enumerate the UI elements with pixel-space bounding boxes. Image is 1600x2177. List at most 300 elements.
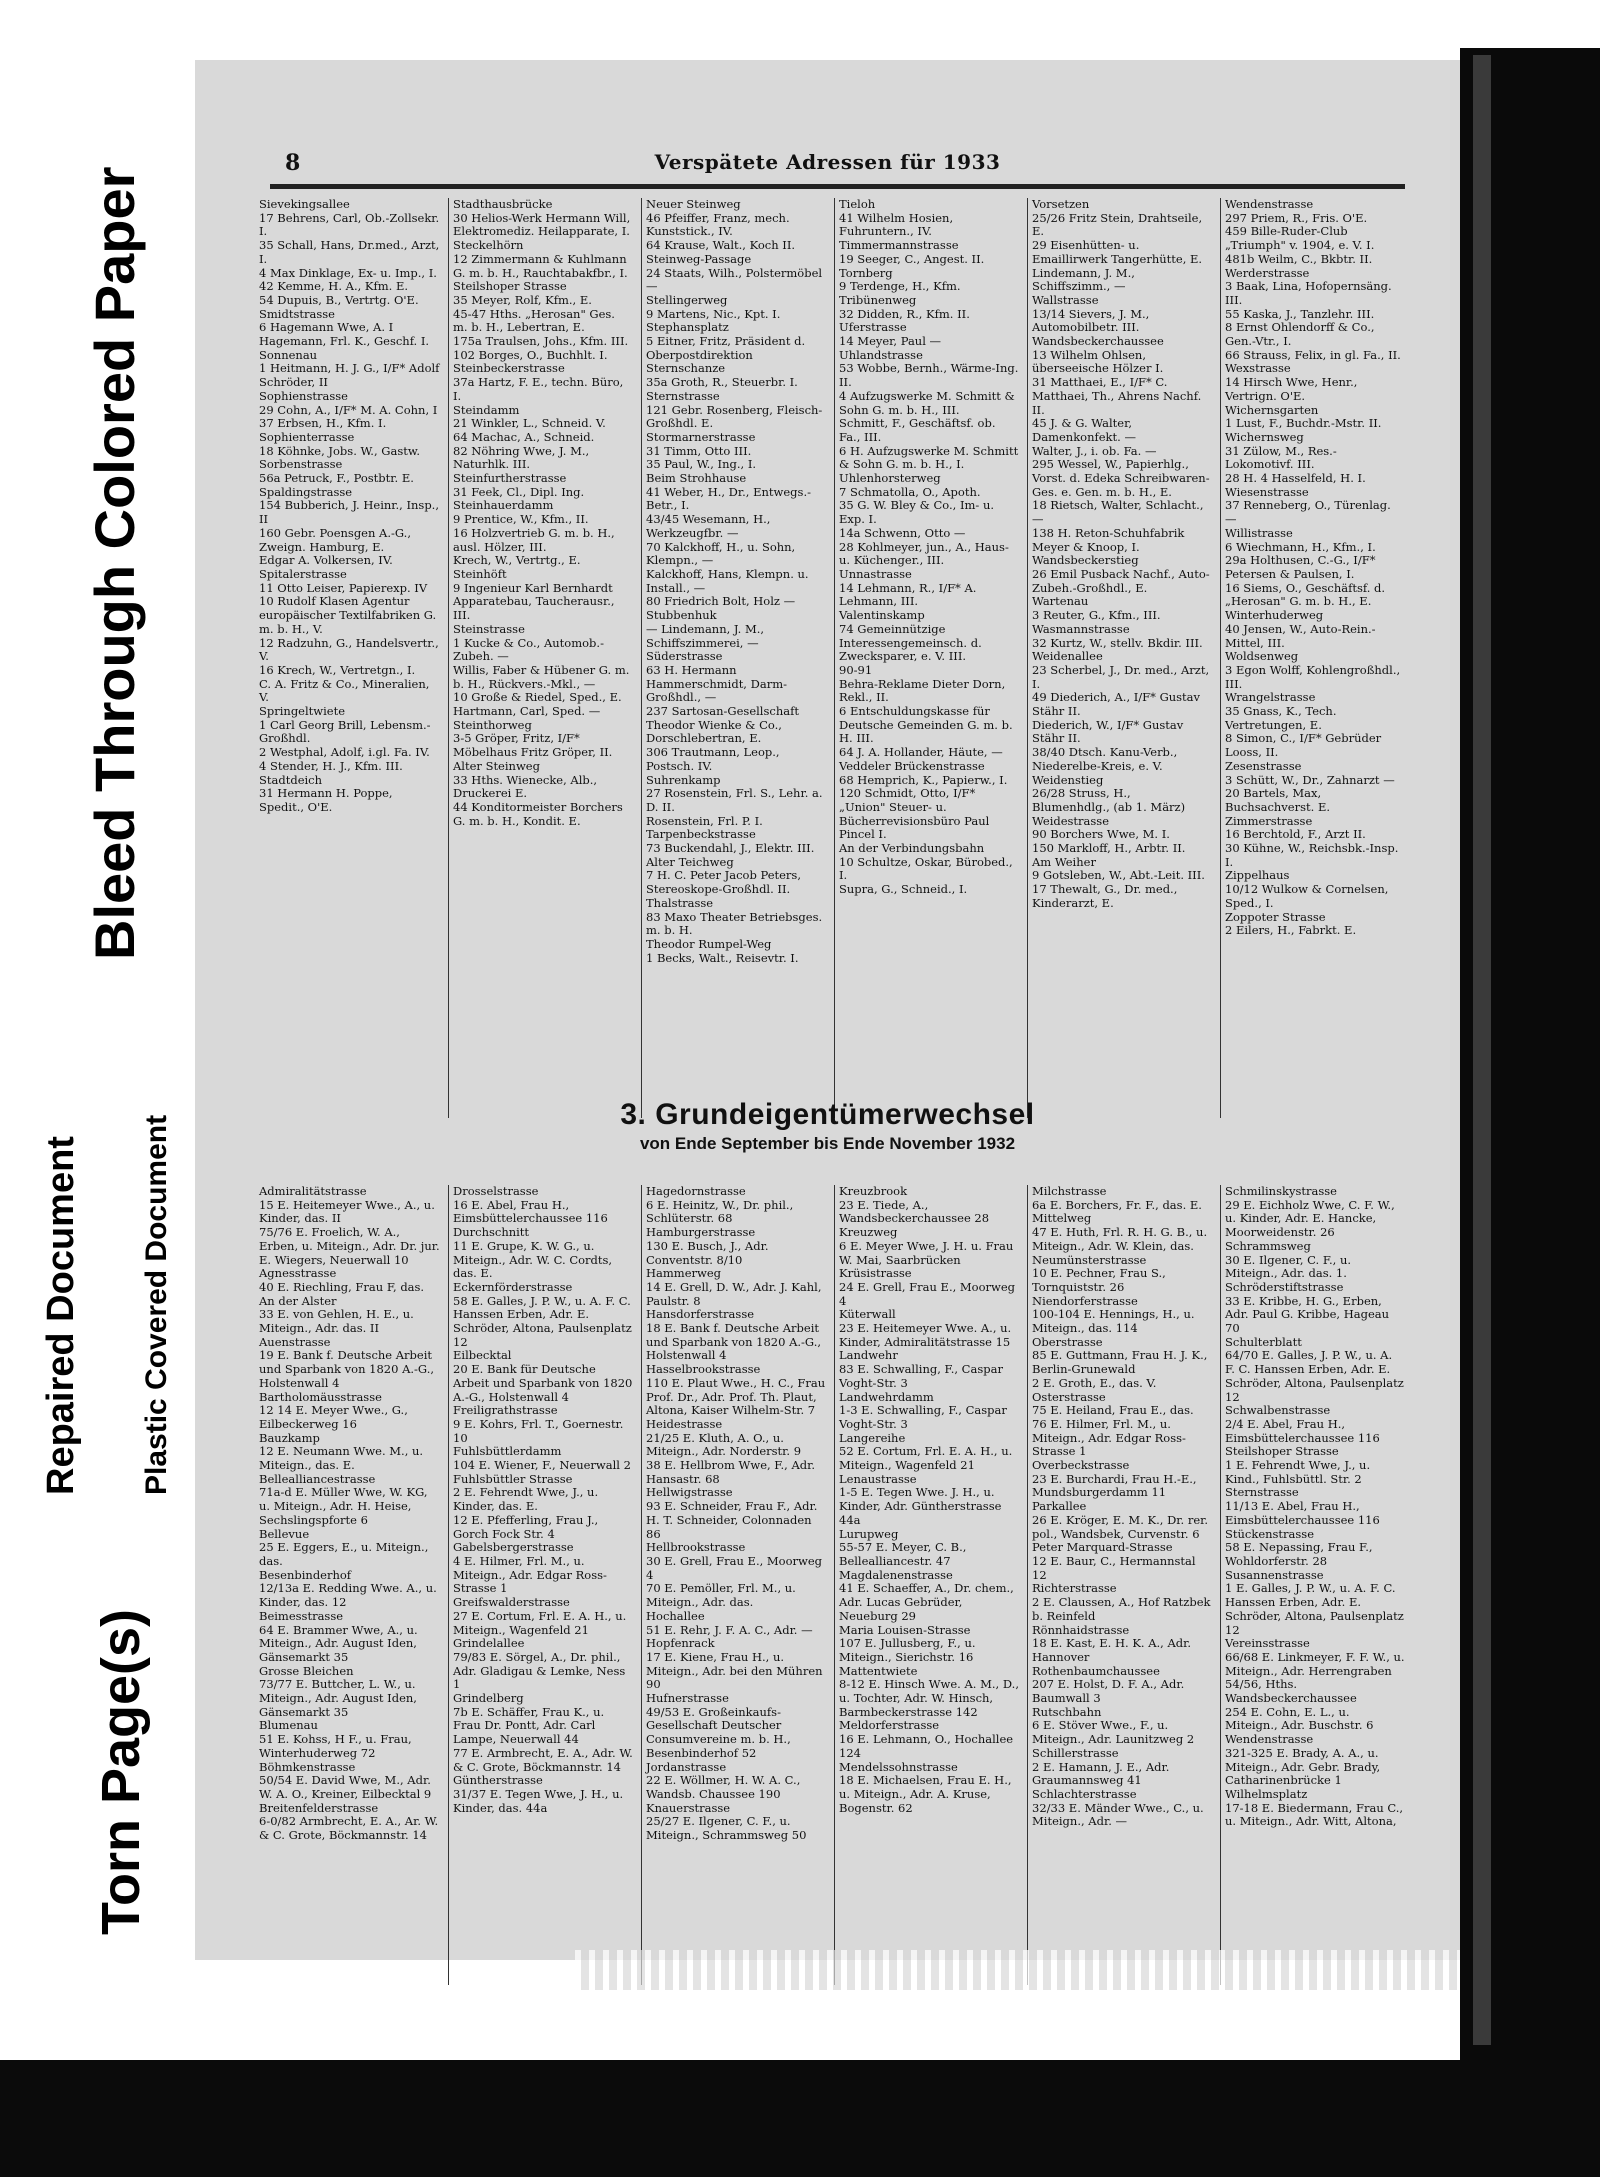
- directory-entry: 53 Wobbe, Bernh., Wärme-Ing. II.: [839, 361, 1023, 390]
- directory-entry: 14 Meyer, Paul —: [839, 334, 942, 349]
- directory-entry: 306 Trautmann, Leop., Postsch. IV.: [646, 745, 784, 773]
- directory-entry: 40 Jensen, W., Auto-Rein.-Mittel, III.: [1225, 621, 1376, 650]
- directory-entry: 9 E. Kohrs, Frl. T., Goernestr. 10: [453, 1416, 628, 1445]
- directory-entry: Uferstrasse: [839, 320, 907, 335]
- directory-entry: 207 E. Holst, D. F. A., Adr. Baumwall 3: [1032, 1677, 1188, 1706]
- directory-entry: 80 Friedrich Bolt, Holz —: [646, 594, 796, 609]
- directory-entry: 49/53 E. Großeinkaufs-Gesellschaft Deutscher Consumvereine m. b. H., Besenbinderhof 52: [646, 1704, 795, 1760]
- directory-entry: 76 E. Hilmer, Frl. M., u. Miteign., Adr. Edgar Ross-Strasse 1: [1032, 1416, 1186, 1459]
- directory-entry: Knauerstrasse: [646, 1800, 731, 1815]
- directory-entry: Weidestrasse: [1032, 813, 1110, 828]
- directory-entry: Steinfurtherstrasse: [453, 471, 567, 486]
- directory-entry: Breitenfelderstrasse: [259, 1800, 379, 1815]
- directory-entry: Fuhlsbüttler Strasse: [453, 1471, 573, 1486]
- directory-entry: Jordanstrasse: [646, 1759, 727, 1774]
- directory-entry: Suhrenkamp: [646, 772, 721, 787]
- directory-column: [1220, 1184, 1409, 1985]
- directory-entry: 18 E. Bank f. Deutsche Arbeit und Sparbank von 1820 A.-G., Holstenwall 4: [646, 1321, 825, 1363]
- directory-entry: 7b E. Schäffer, Frau K., u. Frau Dr. Pontt, Adr. Carl Lampe, Neuerwall 44: [453, 1704, 608, 1747]
- directory-entry: Schrammsweg: [1225, 1238, 1311, 1253]
- plastic-covered-label: Plastic Covered Document: [140, 1114, 173, 1495]
- directory-entry: 21/25 E. Kluth, A. O., u. Miteign., Adr. Norderstr. 9: [646, 1430, 802, 1459]
- directory-entry: Stadthausbrücke: [453, 197, 553, 211]
- directory-entry: Valentinskamp: [839, 608, 925, 623]
- directory-entry: Wartenau: [1032, 594, 1089, 609]
- directory-entry: 154 Bubberich, J. Heinr., Insp., II: [259, 498, 443, 527]
- directory-entry: Hansdorferstrasse: [646, 1307, 755, 1322]
- directory-entry: 29a Holthusen, C.-G., I/F* Petersen & Paulsen, I.: [1225, 553, 1380, 581]
- directory-entry: 16 Holzvertrieb G. m. b. H., ausl. Hölzer, III.: [453, 525, 619, 554]
- directory-entry: 10 Rudolf Klasen Agentur europäischer Textilfabriken G. m. b. H., V.: [259, 594, 440, 636]
- directory-entry: Lindemann, J. M., Schiffszimm., —: [1032, 265, 1139, 294]
- directory-entry: 58 E. Nepassing, Frau F., Wohldorferstr. 28: [1225, 1540, 1377, 1568]
- page-title: Verspätete Adressen für 1933: [654, 150, 1001, 174]
- directory-entry: 13/14 Sievers, J. M., Automobilbetr. III.: [1032, 306, 1153, 335]
- directory-entry: Stellingerweg: [646, 292, 728, 307]
- directory-entry: 14 Lehmann, R., I/F* A. Lehmann, III.: [839, 580, 981, 609]
- scan-top-margin: [0, 0, 1600, 55]
- directory-entry: 12 Zimmermann & Kuhlmann G. m. b. H., Rauchtabakfbr., I.: [453, 251, 631, 280]
- directory-entry: 66 Strauss, Felix, in gl. Fa., II.: [1225, 347, 1401, 362]
- directory-entry: 8 Ernst Ohlendorff & Co., Gen.-Vtr., I.: [1225, 320, 1379, 349]
- directory-entry: Agnesstrasse: [259, 1266, 337, 1281]
- directory-entry: 1 Heitmann, H. J. G., I/F* Adolf Schröder, II: [259, 361, 444, 390]
- directory-entry: Niendorferstrasse: [1032, 1293, 1138, 1308]
- directory-entry: 12 14 E. Meyer Wwe., G., Eilbeckerweg 16: [259, 1403, 412, 1431]
- torn-pages-label: Torn Page(s): [91, 1608, 151, 1935]
- directory-entry: 52 E. Cortum, Frl. E. A. H., u. Miteign., Wagenfeld 21: [839, 1444, 1016, 1473]
- directory-entry: Stückenstrasse: [1225, 1526, 1315, 1541]
- directory-entry: Steinstrasse: [453, 621, 525, 636]
- directory-entry: 64 J. A. Hollander, Häute, —: [839, 745, 1003, 760]
- directory-entry: Theodor Rumpel-Weg: [646, 936, 772, 951]
- directory-entry: Smidtstrasse: [259, 306, 335, 321]
- directory-entry: Alter Teichweg: [646, 854, 734, 869]
- directory-entry: Wilhelmsplatz: [1225, 1786, 1308, 1801]
- directory-entry: 32 Didden, R., Kfm. II.: [839, 306, 970, 321]
- directory-entry: 24 E. Grell, Frau E., Moorweg 4: [839, 1279, 1019, 1308]
- directory-entry: 55 Kaska, J., Tanzlehr. III.: [1225, 306, 1375, 321]
- directory-entry: 2/4 E. Abel, Frau H., Eimsbüttelerchaussee 116: [1225, 1416, 1380, 1445]
- scan-bottom-border: [0, 2060, 1600, 2177]
- directory-entry: 7 H. C. Peter Jacob Peters, Stereoskope-Großhdl. II.: [646, 868, 805, 897]
- directory-entry: Bellealliancestrasse: [259, 1471, 376, 1486]
- directory-entry: 41 Weber, H., Dr., Entwegs.-Betr., I.: [646, 484, 811, 513]
- directory-entry: 4 E. Hilmer, Frl. M., u. Miteign., Adr. Edgar Ross-Strasse 1: [453, 1553, 607, 1596]
- directory-entry: Sternstrasse: [646, 388, 720, 403]
- directory-entry: 35 Gnass, K., Tech. Vertretungen, E.: [1225, 704, 1341, 732]
- directory-entry: 23 Scherbel, J., Dr. med., Arzt, I.: [1032, 662, 1213, 691]
- directory-entry: Zesenstrasse: [1225, 758, 1302, 773]
- directory-entry: 321-325 E. Brady, A. A., u. Miteign., Adr. Gebr. Brady, Catharinenbrücke 1: [1225, 1745, 1384, 1788]
- directory-entry: Diederich, W., I/F* Gustav Stähr II.: [1032, 717, 1187, 746]
- directory-entry: 38/40 Dtsch. Kanu-Verb., Niederelbe-Kreis, e. V.: [1032, 745, 1181, 773]
- directory-entry: Rönnhaidstrasse: [1032, 1622, 1130, 1637]
- directory-entry: 20 E. Bank für Deutsche Arbeit und Sparbank von 1820 A.-G., Holstenwall 4: [453, 1362, 637, 1404]
- directory-entry: Overbeckstrasse: [1032, 1458, 1130, 1473]
- directory-entry: Susannenstrasse: [1225, 1567, 1324, 1582]
- directory-entry: Wendenstrasse: [1225, 197, 1314, 211]
- directory-entry: 77 E. Armbrecht, E. A., Adr. W. & C. Grote, Böckmannstr. 14: [453, 1745, 637, 1774]
- directory-entry: Landwehr: [839, 1348, 898, 1363]
- directory-entry: Steckelhörn: [453, 238, 524, 253]
- directory-entry: 31 Matthaei, E., I/F* C. Matthaei, Th., Ahrens Nachf. II.: [1032, 375, 1205, 417]
- directory-entry: 12 E. Neumann Wwe. M., u. Miteign., das. E.: [259, 1444, 427, 1473]
- directory-entry: Stadtdeich: [259, 772, 323, 787]
- directory-entry: Grindelallee: [453, 1636, 525, 1651]
- directory-entry: 1 Kucke & Co., Automob.-Zubeh. —: [453, 635, 604, 664]
- directory-entry: Tribünenweg: [839, 292, 917, 307]
- directory-entry: Wandsbeckerstieg: [1032, 553, 1139, 568]
- page-number: 8: [285, 150, 301, 176]
- directory-entry: Steilshoper Strasse: [453, 279, 567, 294]
- directory-entry: 6 E. Heinitz, W., Dr. phil., Schlüterstr. 68: [646, 1197, 797, 1226]
- directory-entry: Kreuzweg: [839, 1225, 898, 1240]
- directory-entry: Walter, J., i. ob. Fa. —: [1032, 443, 1157, 458]
- directory-entry: 26 E. Kröger, E. M. K., Dr. rer. pol., Wandsbek, Curvenstr. 6: [1032, 1512, 1212, 1541]
- directory-entry: Zippelhaus: [1225, 868, 1290, 883]
- directory-entry: Schillerstrasse: [1032, 1745, 1119, 1760]
- directory-entry: Rothenbaumchaussee: [1032, 1663, 1160, 1678]
- directory-entry: Kreuzbrook: [839, 1184, 908, 1198]
- directory-entry: 6 Hagemann Wwe, A. I: [259, 320, 394, 335]
- directory-entry: Neuer Steinweg: [646, 197, 741, 211]
- directory-entry: 9 Prentice, W., Kfm., II.: [453, 512, 589, 527]
- directory-column: [834, 197, 1023, 1118]
- directory-entry: Hellbrookstrasse: [646, 1540, 746, 1555]
- directory-entry: Auenstrasse: [259, 1334, 331, 1349]
- directory-entry: Lenaustrasse: [839, 1471, 917, 1486]
- directory-entry: Wasmannstrasse: [1032, 621, 1130, 636]
- directory-entry: 32 Kurtz, W., stellv. Bkdir. III.: [1032, 635, 1203, 650]
- directory-entry: 10/12 Wulkow & Cornelsen, Sped., I.: [1225, 882, 1393, 910]
- directory-entry: 30 E. Ilgener, C. F., u. Miteign., Adr. das. 1.: [1225, 1252, 1355, 1281]
- directory-entry: 32/33 E. Mänder Wwe., C., u. Miteign., Adr. —: [1032, 1800, 1208, 1829]
- directory-entry: Uhlenhorsterweg: [839, 471, 941, 486]
- section-heading: 3. Grundeigentümerwechsel: [620, 1098, 1035, 1131]
- directory-entry: 12 E. Pfefferling, Frau J., Gorch Fock Str. 4: [453, 1512, 602, 1541]
- directory-entry: Edgar A. Volkersen, IV.: [259, 553, 393, 568]
- directory-entry: Spaldingstrasse: [259, 484, 353, 499]
- directory-entry: An der Verbindungsbahn: [839, 841, 985, 856]
- directory-entry: 4 Aufzugswerke M. Schmitt & Sohn G. m. b. H., III.: [839, 388, 1019, 417]
- directory-entry: 2 E. Groth, E., das. V.: [1032, 1375, 1157, 1390]
- directory-entry: 85 E. Guttmann, Frau H. J. K., Berlin-Grunewald: [1032, 1348, 1212, 1377]
- directory-entry: Hellwigstrasse: [646, 1485, 733, 1500]
- directory-entry: Freiligrathstrasse: [453, 1403, 558, 1418]
- directory-entry: Wichernsgarten: [1225, 402, 1319, 417]
- directory-entry: Kalckhoff, Hans, Klempn. u. Install., —: [646, 566, 813, 595]
- directory-entry: 26 Emil Pusback Nachf., Auto-Zubeh.-Großhdl., E.: [1032, 566, 1210, 595]
- directory-entry: 3 Baak, Lina, Hofopernsäng. III.: [1225, 279, 1396, 307]
- directory-entry: 6 H. Aufzugswerke M. Schmitt & Sohn G. m. b. H., I.: [839, 443, 1022, 472]
- directory-entry: 55-57 E. Meyer, C. B., Bellealliancestr. 47: [839, 1540, 971, 1568]
- directory-entry: 30 E. Grell, Frau E., Moorweg 4: [646, 1553, 826, 1582]
- directory-entry: Rutschbahn: [1032, 1704, 1102, 1719]
- directory-entry: 297 Priem, R., Fris. O'E.: [1225, 210, 1368, 225]
- repaired-document-label: Repaired Document: [40, 1136, 82, 1495]
- directory-entry: 16 Krech, W., Vertretgn., I.: [259, 662, 416, 677]
- directory-entry: 130 E. Busch, J., Adr. Conventstr. 8/10: [646, 1238, 773, 1267]
- directory-entry: 29 Cohn, A., I/F* M. A. Cohn, I: [259, 402, 438, 417]
- directory-entry: Eilbecktal: [453, 1348, 512, 1363]
- directory-entry: Peter Marquard-Strasse: [1032, 1540, 1173, 1555]
- directory-entry: 25/27 E. Ilgener, C. F., u. Miteign., Schrammsweg 50: [646, 1814, 807, 1843]
- directory-entry: Tarpenbeckstrasse: [646, 827, 756, 842]
- directory-entry: 17 E. Kiene, Frau H., u. Miteign., Adr. bei den Mühren 90: [646, 1649, 827, 1692]
- directory-entry: 254 E. Cohn, E. L., u. Miteign., Adr. Buschstr. 6: [1225, 1704, 1374, 1733]
- directory-entry: Wiesenstrasse: [1225, 484, 1309, 499]
- directory-entry: Sophienstrasse: [259, 388, 348, 403]
- directory-entry: 27 E. Cortum, Frl. E. A. H., u. Miteign., Wagenfeld 21: [453, 1608, 630, 1637]
- directory-entry: Heidestrasse: [646, 1416, 723, 1431]
- directory-entry: 83 Maxo Theater Betriebsges. m. b. H.: [646, 909, 826, 938]
- directory-entry: 73 Buckendahl, J., Elektr. III.: [646, 841, 815, 856]
- directory-entry: Willis, Faber & Hübener G. m. b. H., Rückvers.-Mkl., —: [453, 662, 634, 691]
- directory-entry: 12/13a E. Redding Wwe. A., u. Kinder, das. 12: [259, 1581, 441, 1610]
- directory-entry: 41 E. Schaeffer, A., Dr. chem., Adr. Lucas Gebrüder, Neueburg 29: [839, 1581, 1018, 1623]
- directory-entry: 68 Hemprich, K., Papierw., I.: [839, 772, 1008, 787]
- directory-entry: 83 E. Schwalling, F., Caspar Voght-Str. 3: [839, 1362, 1007, 1390]
- ownership-change-columns: [255, 1184, 1409, 1985]
- directory-entry: 481b Weilm, C., Bkbtr. II.: [1225, 251, 1373, 266]
- directory-entry: Böhmkenstrasse: [259, 1759, 356, 1774]
- directory-entry: 1 Becks, Walt., Reisevtr. I.: [646, 950, 799, 965]
- directory-entry: 74 Gemeinnützige Interessengemeinsch. d. Zwecksparer, e. V. III.: [839, 621, 986, 664]
- directory-entry: 23 E. Burchardi, Frau H.-E., Mundsburgerdamm 11: [1032, 1471, 1201, 1500]
- directory-entry: 16 E. Lehmann, O., Hochallee 124: [839, 1732, 1017, 1760]
- directory-entry: 44 Konditormeister Borchers G. m. b. H., Kondit. E.: [453, 799, 627, 828]
- directory-entry: Werderstrasse: [1225, 265, 1310, 280]
- directory-entry: 31 Hermann H. Poppe, Spedit., O'E.: [259, 786, 397, 814]
- directory-entry: Sievekingsallee: [259, 197, 350, 211]
- directory-entry: 2 Westphal, Adolf, i.gl. Fa. IV.: [259, 745, 430, 760]
- directory-entry: Eckernförderstrasse: [453, 1279, 573, 1294]
- directory-entry: 8-12 E. Hinsch Wwe. A. M., D., u. Tochter, Adr. W. Hinsch, Barmbeckerstrasse 142: [839, 1677, 1023, 1719]
- directory-entry: Uhlandstrasse: [839, 347, 923, 362]
- directory-entry: Stephansplatz: [646, 320, 729, 335]
- directory-entry: Steinthorweg: [453, 717, 532, 732]
- directory-entry: Wallstrasse: [1032, 292, 1099, 307]
- directory-entry: 64 E. Brammer Wwe, A., u. Miteign., Adr. August Iden, Gänsemarkt 35: [259, 1622, 422, 1664]
- directory-column: [641, 1184, 829, 1985]
- section-subheading: von Ende September bis Ende November 1932: [639, 1134, 1016, 1153]
- directory-entry: 107 E. Jullusberg, F., u. Miteign., Sierichstr. 16: [839, 1636, 980, 1664]
- directory-entry: 2 E. Hamann, J. E., Adr. Graumannsweg 41: [1032, 1759, 1174, 1788]
- directory-entry: 16 Berchtold, F., Arzt II.: [1225, 827, 1366, 842]
- directory-entry: Veddeler Brückenstrasse: [839, 758, 985, 773]
- directory-entry: Thalstrasse: [646, 895, 714, 910]
- directory-entry: Sonnenau: [259, 347, 318, 362]
- directory-entry: 138 H. Reton-Schuhfabrik Meyer & Knoop, I.: [1032, 525, 1189, 554]
- directory-entry: Supra, G., Schneid., I.: [839, 882, 968, 897]
- directory-entry: 54 Dupuis, B., Vertrtg. O'E.: [259, 292, 419, 307]
- directory-entry: 24 Staats, Wilh., Polstermöbel —: [646, 265, 826, 294]
- directory-entry: 14a Schwenn, Otto —: [839, 525, 966, 540]
- directory-entry: Schröderstiftstrasse: [1225, 1279, 1344, 1294]
- directory-entry: 45 J. & G. Walter, Damenkonfekt. —: [1032, 416, 1136, 444]
- directory-entry: Schmitt, F., Geschäftsf. ob. Fa., III.: [839, 416, 1000, 444]
- directory-entry: 121 Gebr. Rosenberg, Fleisch-Großhdl. E.: [646, 402, 823, 431]
- directory-entry: Rosenstein, Frl. P. I.: [646, 813, 763, 828]
- directory-entry: Unnastrasse: [839, 566, 912, 581]
- directory-entry: Landwehrdamm: [839, 1389, 934, 1404]
- directory-entry: 18 E. Michaelsen, Frau E. H., u. Miteign., Adr. A. Kruse, Bogenstr. 62: [839, 1773, 1016, 1815]
- directory-entry: Richterstrasse: [1032, 1581, 1117, 1596]
- directory-entry: Güntherstrasse: [453, 1773, 543, 1788]
- directory-entry: 28 H. 4 Hasselfeld, H. I.: [1225, 471, 1366, 486]
- directory-entry: 6 E. Meyer Wwe, J. H. u. Frau W. Mai, Saarbrücken: [839, 1238, 1017, 1267]
- directory-entry: 13 Wilhelm Ohlsen, überseeische Hölzer I.: [1032, 347, 1164, 376]
- directory-entry: Greifswalderstrasse: [453, 1595, 570, 1610]
- directory-entry: 102 Borges, O., Buchhlt. I.: [453, 347, 608, 362]
- directory-entry: 82 Nöhring Wwe, J. M., Naturhlk. III.: [453, 443, 593, 472]
- directory-entry: 9 Terdenge, H., Kfm.: [839, 279, 961, 294]
- directory-column: [1220, 198, 1405, 1118]
- directory-entry: 9 Ingenieur Karl Bernhardt Apparatebau, Taucherausr., III.: [453, 580, 619, 623]
- directory-entry: Schulterblatt: [1225, 1334, 1302, 1349]
- directory-entry: 56a Petruck, F., Postbtr. E.: [259, 471, 414, 486]
- directory-entry: Schlachterstrasse: [1032, 1786, 1137, 1801]
- directory-entry: Bartholomäusstrasse: [259, 1389, 382, 1404]
- directory-entry: 33 E. von Gehlen, H. E., u. Miteign., Adr. das. II: [259, 1307, 418, 1336]
- directory-entry: Tornberg: [839, 265, 893, 280]
- directory-entry: 29 E. Eichholz Wwe, C. F. W., u. Kinder, Adr. E. Hancke, Moorweidenstr. 26: [1225, 1197, 1399, 1240]
- directory-entry: Hamburgerstrasse: [646, 1225, 756, 1240]
- directory-entry: Steindamm: [453, 402, 520, 417]
- directory-entry: Weidenallee: [1032, 649, 1103, 664]
- directory-entry: 64/70 E. Galles, J. P. W., u. A. F. C. Hanssen Erben, Adr. E. Schröder, Altona, Paulsenplatz 12: [1225, 1348, 1408, 1404]
- directory-entry: Sophienterrasse: [259, 429, 355, 444]
- directory-column: [1027, 1184, 1215, 1985]
- directory-entry: 295 Wessel, W., Papierhlg., Vorst. d. Edeka Schreibwaren-Ges. e. Gen. m. b. H., E.: [1032, 457, 1210, 499]
- directory-entry: Wrangelstrasse: [1225, 690, 1316, 705]
- directory-entry: 10 Schultze, Oskar, Bürobed., I.: [839, 854, 1017, 883]
- directory-entry: 25/26 Fritz Stein, Drahtseile, E.: [1032, 210, 1206, 239]
- directory-entry: An der Alster: [259, 1293, 337, 1308]
- directory-entry: 29 Eisenhütten- u. Emaillirwerk Tangerhütte, E.: [1032, 238, 1203, 266]
- directory-entry: Timmermannstrasse: [839, 238, 959, 253]
- directory-entry: Krech, W., Vertrtg., E.: [453, 553, 581, 568]
- directory-entry: 3 Reuter, G., Kfm., III.: [1032, 608, 1161, 623]
- directory-column: [255, 197, 444, 1118]
- directory-entry: 8 Simon, C., I/F* Gebrüder Looss, II.: [1225, 731, 1385, 760]
- directory-entry: 28 Kohlmeyer, jun., A., Haus- u. Küchenger., III.: [839, 539, 1013, 568]
- directory-entry: 51 E. Rehr, J. F. A. C., Adr. —: [646, 1622, 813, 1637]
- directory-entry: 49 Diederich, A., I/F* Gustav Stähr II.: [1032, 690, 1204, 719]
- directory-entry: 66/68 E. Linkmeyer, F. F. W., u. Miteign., Adr. Herrengraben 54/56, Hths.: [1225, 1649, 1409, 1692]
- directory-entry: 90-91: [839, 662, 873, 677]
- directory-entry: Wandsbeckerchaussee: [1225, 1691, 1357, 1706]
- directory-entry: Spitalerstrasse: [259, 566, 347, 581]
- directory-entry: 90 Borchers Wwe, M. I.: [1032, 827, 1170, 842]
- directory-entry: 58 E. Galles, J. P. W., u. A. F. C. Hanssen Erben, Adr. E. Schröder, Altona, Paulsenplatz 12: [453, 1293, 636, 1349]
- directory-entry: 35a Groth, R., Steuerbr. I.: [646, 375, 798, 390]
- directory-entry: 10 Große & Riedel, Sped., E.: [453, 690, 622, 705]
- directory-entry: 120 Schmidt, Otto, I/F* „Union" Steuer- u. Bücherrevisionsbüro Paul Pincel I.: [839, 786, 993, 842]
- directory-entry: 7 Schmatolla, O., Apoth.: [839, 484, 981, 499]
- directory-entry: 3 Egon Wolff, Kohlengroßhdl., III.: [1225, 662, 1404, 691]
- directory-column: [834, 1184, 1023, 1985]
- directory-entry: Sternstrasse: [1225, 1485, 1299, 1500]
- directory-entry: 11 E. Grupe, K. W. G., u. Miteign., Adr. W. C. Cordts, das. E.: [453, 1238, 616, 1281]
- directory-entry: 1 E. Fehrendt Wwe, J., u. Kind., Fuhlsbüttl. Str. 2: [1225, 1458, 1374, 1486]
- directory-entry: 6a E. Borchers, Fr. F., das. E.: [1032, 1197, 1202, 1212]
- directory-entry: 35 Paul, W., Ing., I.: [646, 457, 757, 472]
- directory-entry: Am Weiher: [1032, 854, 1096, 869]
- directory-entry: — Lindemann, J. M., Schiffszimmerei, —: [646, 621, 768, 650]
- directory-entry: 15 E. Heitemeyer Wwe., A., u. Kinder, das. II: [259, 1197, 439, 1226]
- directory-entry: 1-5 E. Tegen Wwe. J. H., u. Kinder, Adr. Güntherstrasse 44a: [839, 1485, 1006, 1527]
- bleed-through-label: Bleed Through Colored Paper: [83, 166, 146, 960]
- directory-entry: 17-18 E. Biedermann, Frau C., u. Miteign., Adr. Witt, Altona,: [1225, 1800, 1407, 1829]
- directory-entry: Neumünsterstrasse: [1032, 1252, 1147, 1267]
- directory-entry: 160 Gebr. Poensgen A.-G., Zweign. Hamburg, E.: [259, 525, 415, 554]
- directory-entry: 30 Kühne, W., Reichsbk.-Insp. I.: [1225, 841, 1403, 869]
- directory-entry: 21 Winkler, L., Schneid. V.: [453, 416, 606, 431]
- scan-right-strip: [1473, 55, 1491, 2045]
- directory-entry: 459 Bille-Ruder-Club „Triumph" v. 1904, e. V. I.: [1225, 224, 1375, 253]
- directory-entry: 25 E. Eggers, E., u. Miteign., das.: [259, 1540, 433, 1568]
- directory-entry: Vorsetzen: [1032, 197, 1090, 211]
- directory-entry: Hufnerstrasse: [646, 1691, 729, 1706]
- directory-entry: Steinbeckerstrasse: [453, 361, 565, 376]
- directory-entry: 38 E. Hellbrom Wwe, F., Adr. Hansastr. 68: [646, 1458, 819, 1486]
- directory-entry: Beim Strohhause: [646, 471, 747, 486]
- directory-entry: 73/77 E. Buttcher, L. W., u. Miteign., Adr. August Iden, Gänsemarkt 35: [259, 1677, 421, 1719]
- directory-entry: 35 Schall, Hans, Dr.med., Arzt, I.: [259, 238, 443, 266]
- directory-entry: 70 Kalckhoff, H., u. Sohn, Klempn., —: [646, 539, 799, 568]
- torn-edge: [575, 1950, 1495, 1990]
- late-addresses-columns: [255, 198, 1405, 1118]
- directory-entry: 14 E. Grell, D. W., Adr. J. Kahl, Paulstr. 8: [646, 1279, 826, 1308]
- directory-entry: Bauzkamp: [259, 1430, 320, 1445]
- directory-entry: 42 Kemme, H. A., Kfm. E.: [259, 279, 409, 294]
- directory-entry: Grosse Bleichen: [259, 1663, 354, 1678]
- directory-entry: 18 Köhnke, Jobs. W., Gastw.: [259, 443, 420, 458]
- directory-entry: Wexstrasse: [1225, 361, 1291, 376]
- directory-entry: C. A. Fritz & Co., Mineralien, V.: [259, 676, 434, 705]
- directory-entry: 93 E. Schneider, Frau F., Adr. H. T. Schneider, Colonnaden 86: [646, 1499, 822, 1541]
- directory-entry: Milchstrasse: [1032, 1184, 1107, 1198]
- directory-entry: 17 Thewalt, G., Dr. med., Kinderarzt, E.: [1032, 882, 1182, 910]
- directory-entry: Hagemann, Frl. K., Geschf. I.: [259, 334, 430, 349]
- directory-entry: 110 E. Plaut Wwe., H. C., Frau Prof. Dr., Adr. Prof. Th. Plaut, Altona, Kaiser Wilhelm-Str. 7: [646, 1375, 829, 1418]
- directory-entry: Wandsbeckerchaussee: [1032, 334, 1164, 349]
- directory-entry: Meldorferstrasse: [839, 1718, 940, 1733]
- directory-entry: 75/76 E. Froelich, W. A., Erben, u. Miteign., Adr. Dr. jur. E. Wiegers, Neuerwall 10: [259, 1225, 444, 1267]
- directory-entry: 6-0/82 Armbrecht, E. A., Ar. W. & C. Grote, Böckmannstr. 14: [259, 1814, 442, 1843]
- directory-entry: Magdalenenstrasse: [839, 1567, 953, 1582]
- directory-entry: 26/28 Struss, H., Blumenhdlg., (ab 1. März): [1032, 786, 1186, 814]
- directory-entry: 18 Rietsch, Walter, Schlacht., —: [1032, 498, 1208, 527]
- directory-entry: 22 E. Wöllmer, H. W. A. C., Wandsb. Chaussee 190: [646, 1773, 805, 1801]
- header-rule: [270, 184, 1405, 189]
- directory-column: [1027, 198, 1212, 1118]
- directory-entry: 19 Seeger, C., Angest. II.: [839, 251, 985, 266]
- directory-entry: Hartmann, Carl, Sped. —: [453, 704, 601, 719]
- directory-entry: Maria Louisen-Strasse: [839, 1622, 971, 1637]
- directory-entry: 79/83 E. Sörgel, A., Dr. phil., Adr. Gladigau & Lemke, Ness 1: [453, 1649, 629, 1692]
- directory-entry: 70 E. Pemöller, Frl. M., u. Miteign., Adr. das.: [646, 1581, 800, 1610]
- directory-entry: Steinhauerdamm: [453, 498, 554, 513]
- directory-entry: Osterstrasse: [1032, 1389, 1106, 1404]
- directory-entry: 175a Traulsen, Johs., Kfm. III.: [453, 334, 629, 349]
- directory-entry: Krüsistrasse: [839, 1266, 912, 1281]
- directory-entry: Woldsenweg: [1225, 649, 1299, 664]
- directory-entry: 45-47 Hths. „Herosan" Ges. m. b. H., Lebertran, E.: [453, 306, 619, 335]
- directory-entry: Steinweg-Passage: [646, 251, 752, 266]
